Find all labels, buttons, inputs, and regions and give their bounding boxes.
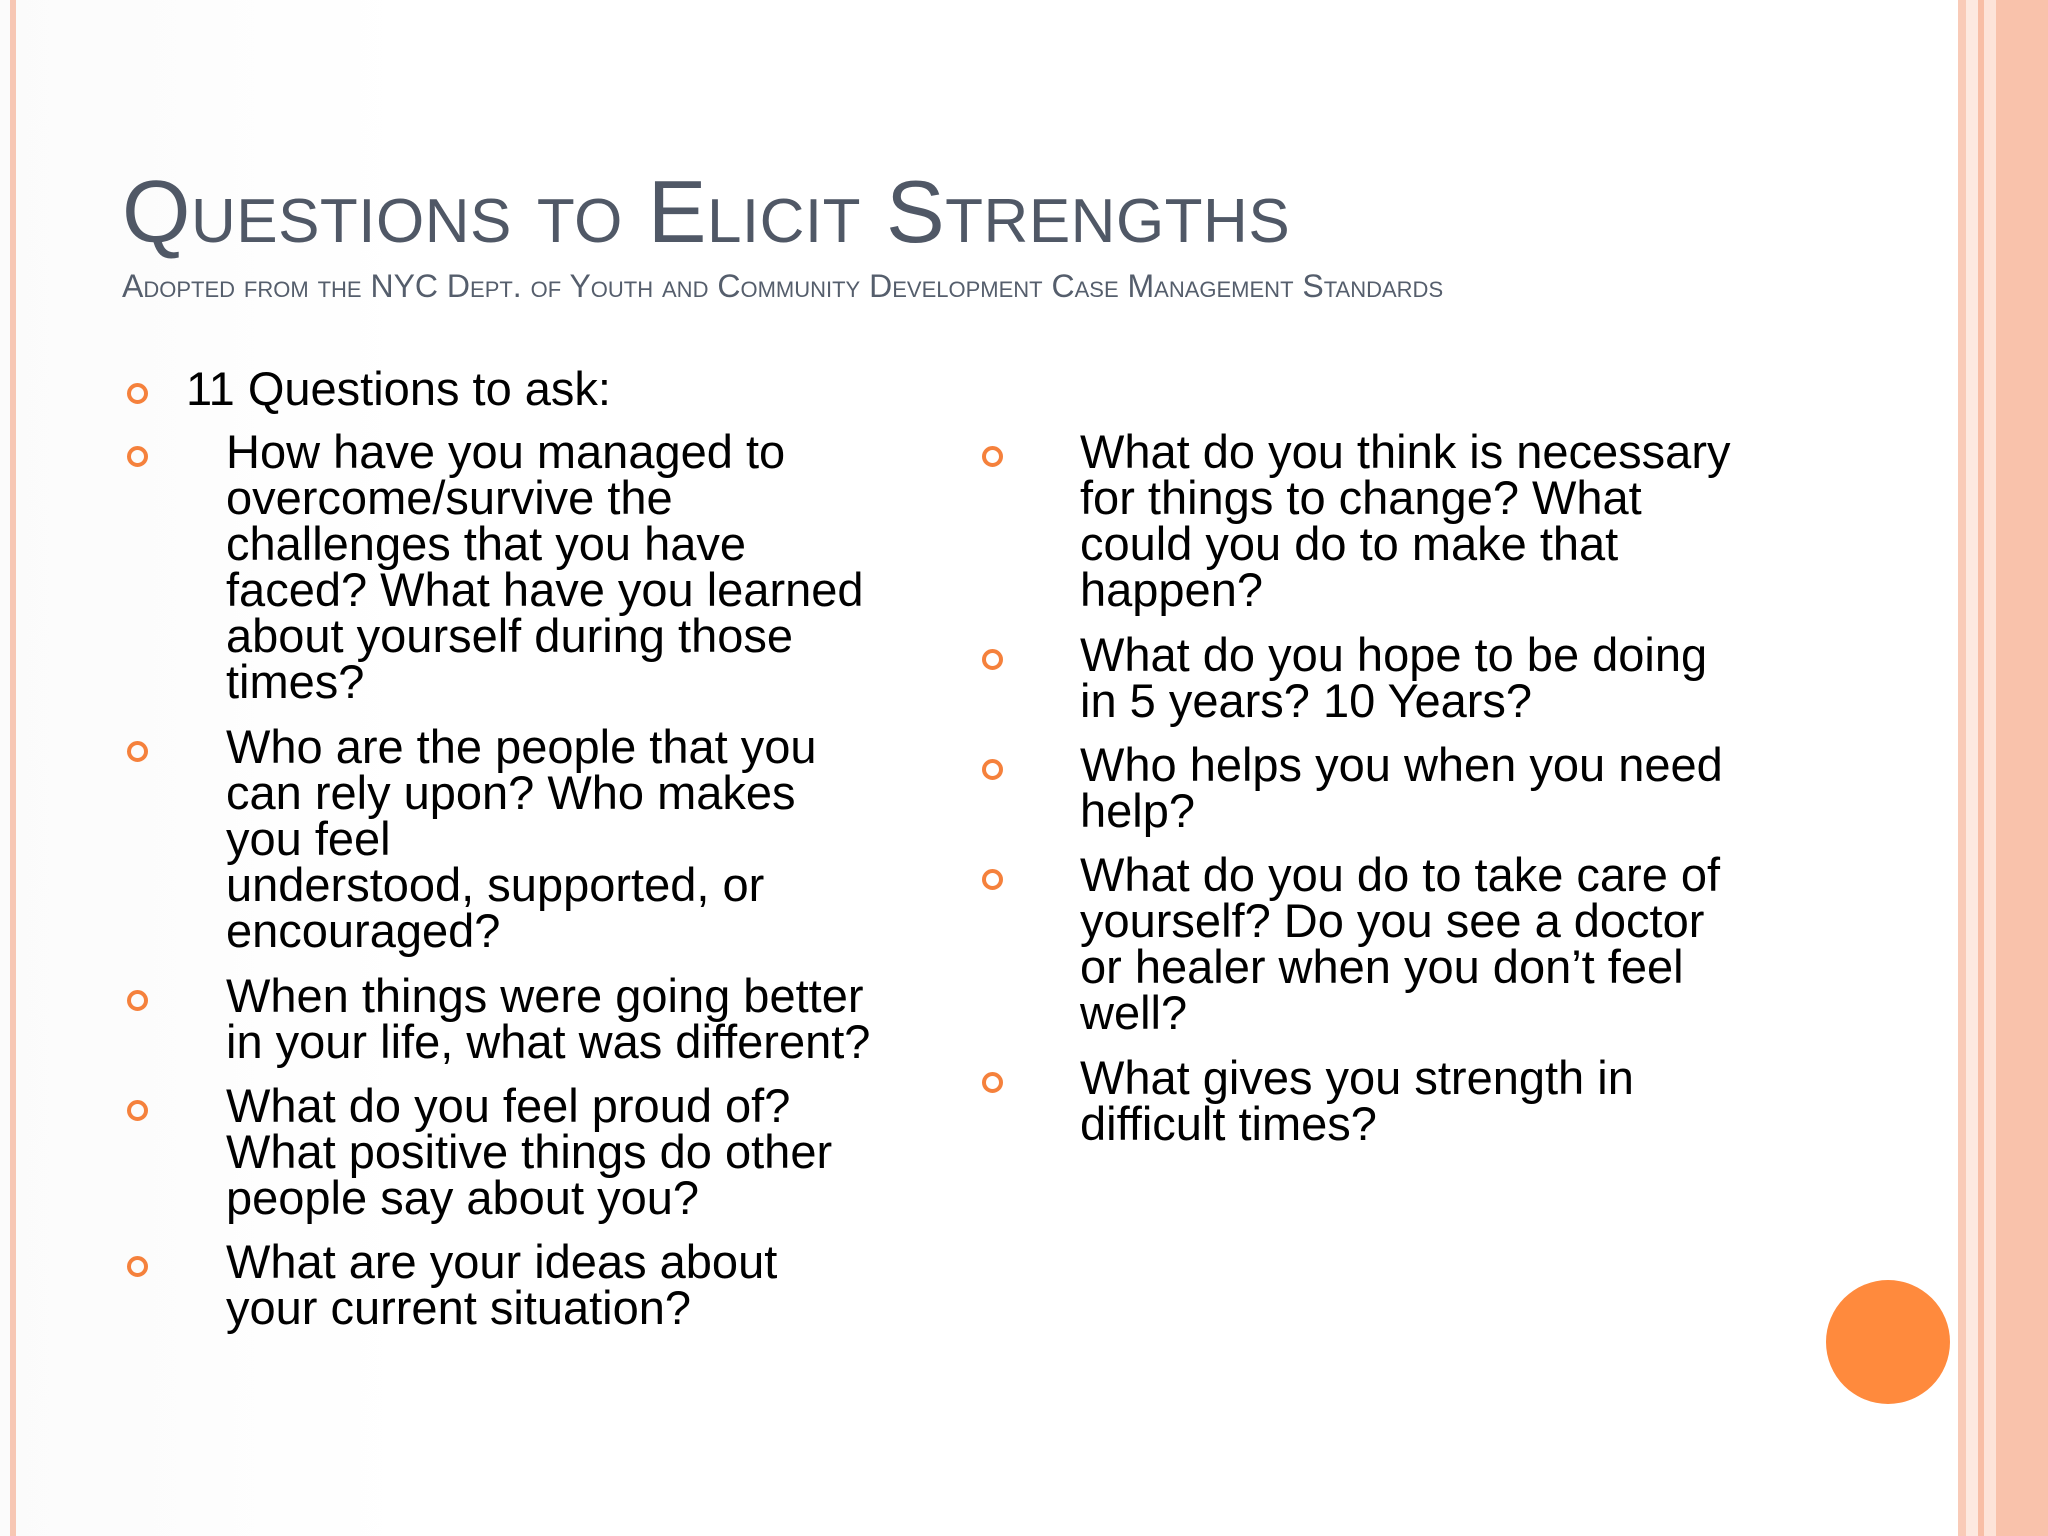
ring-bullet-icon <box>982 869 1003 890</box>
question-item: Who helps you when you need help? <box>1080 738 1723 837</box>
question-item: When things were going better in your life, what was different? <box>226 969 871 1068</box>
question-item: What do you feel proud of? What positive things do other people say about you? <box>226 1079 833 1224</box>
ring-bullet-icon <box>982 1072 1003 1093</box>
right-stripe <box>1996 0 2048 1536</box>
ring-bullet-icon <box>127 741 148 762</box>
ring-bullet-icon <box>127 1100 148 1121</box>
ring-bullet-icon <box>127 1256 148 1277</box>
question-item: What are your ideas about your current situation? <box>226 1235 778 1334</box>
question-item: What gives you strength in difficult times? <box>1080 1051 1634 1150</box>
left-border <box>10 0 16 1536</box>
decorative-orange-circle <box>1826 1280 1950 1404</box>
ring-bullet-icon <box>127 446 148 467</box>
intro-text: 11 Questions to ask: <box>186 362 611 415</box>
question-item: How have you managed to overcome/survive the challenges that you have faced? What have you learned about yourself during those times? <box>226 425 864 708</box>
right-stripe <box>1958 0 1966 1536</box>
ring-bullet-icon <box>982 649 1003 670</box>
question-item: What do you do to take care of yourself? Do you see a doctor or healer when you don’t feel well? <box>1080 848 1721 1039</box>
ring-bullet-icon <box>982 446 1003 467</box>
question-item: What do you think is necessary for things to change? What could you do to make that happen? <box>1080 425 1731 616</box>
ring-bullet-icon <box>982 759 1003 780</box>
question-item: Who are the people that you can rely upon? Who makes you feel understood, supported, or encouraged? <box>226 720 817 957</box>
slide-subtitle: Adopted from the NYC Dept. of Youth and Community Development Case Management Standards <box>122 268 1444 304</box>
ring-bullet-icon <box>127 383 148 404</box>
right-stripe <box>1966 0 1978 1536</box>
right-stripe <box>1984 0 1996 1536</box>
slide-title: Questions to Elicit Strengths <box>122 162 1291 261</box>
ring-bullet-icon <box>127 990 148 1011</box>
question-item: What do you hope to be doing in 5 years? 10 Years? <box>1080 628 1708 727</box>
